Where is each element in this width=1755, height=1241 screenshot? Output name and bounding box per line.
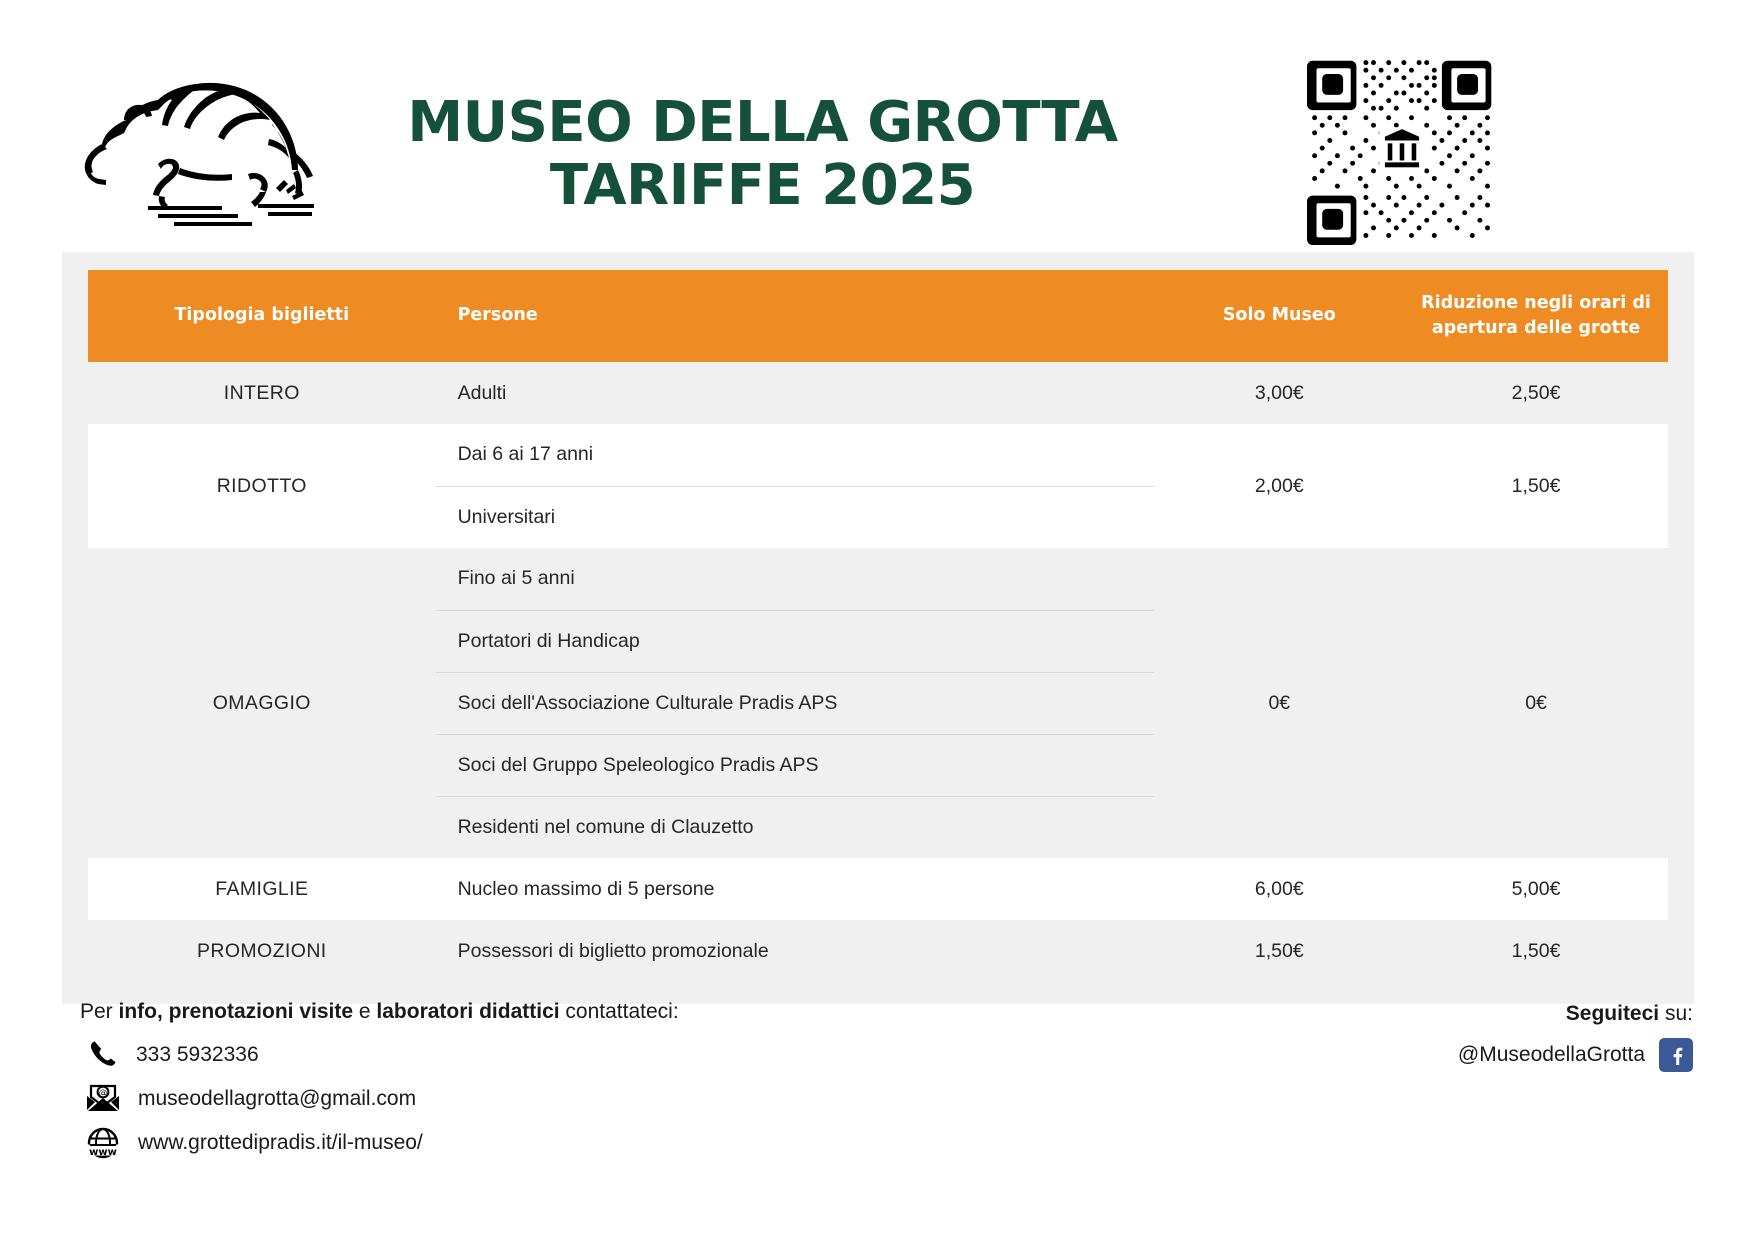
cell-persone: Soci del Gruppo Speleologico Pradis APS	[436, 734, 1155, 796]
tariffs-table	[88, 270, 1668, 982]
cell-tipologia: OMAGGIO	[88, 548, 436, 858]
column-header-riduzione-line1: Riduzione negli orari di	[1421, 292, 1651, 313]
contact-row-phone[interactable]	[80, 1034, 679, 1076]
cell-persone: Nucleo massimo di 5 persone	[436, 858, 1155, 920]
cell-persone: Adulti	[436, 362, 1155, 424]
contact-intro	[80, 1000, 679, 1024]
cell-persone: Soci dell'Associazione Culturale Pradis APS	[436, 672, 1155, 734]
contact-row-email[interactable]	[80, 1078, 679, 1120]
cell-persone: Universitari	[436, 486, 1155, 548]
facebook-icon[interactable]	[1659, 1038, 1693, 1072]
cell-tipologia: RIDOTTO	[88, 424, 436, 548]
cell-tipologia: PROMOZIONI	[88, 920, 436, 982]
table-row	[88, 424, 1668, 486]
cell-riduzione-grotte: 0€	[1404, 548, 1668, 858]
cell-tipologia: FAMIGLIE	[88, 858, 436, 920]
cell-riduzione-grotte: 1,50€	[1404, 424, 1668, 548]
qr-code[interactable]	[1307, 55, 1497, 245]
contact-row-website[interactable]	[80, 1122, 679, 1164]
globe-www-icon	[80, 1127, 126, 1159]
social-handle: @MuseodellaGrotta	[1457, 1043, 1645, 1066]
cell-solo-museo: 2,00€	[1154, 424, 1404, 548]
contact-intro-bold-2: laboratori didattici	[376, 1000, 560, 1023]
table-row	[88, 548, 1668, 610]
table-row	[88, 858, 1668, 920]
phone-icon	[80, 1040, 126, 1070]
title-line-2: TARIFFE 2025	[549, 152, 976, 218]
tariffs-panel	[62, 252, 1694, 1004]
email-address: museodellagrotta@gmail.com	[138, 1087, 417, 1110]
follow-us-label	[1458, 1002, 1693, 1026]
cell-solo-museo: 0€	[1154, 548, 1404, 858]
cell-solo-museo: 3,00€	[1154, 362, 1404, 424]
cell-solo-museo: 6,00€	[1154, 858, 1404, 920]
svg-text:www: www	[89, 1147, 117, 1158]
website-url: www.grottedipradis.it/il-museo/	[138, 1131, 423, 1154]
cell-persone: Fino ai 5 anni	[436, 548, 1155, 610]
contact-intro-mid: e	[353, 1000, 377, 1023]
contact-intro-prefix: Per	[80, 1000, 119, 1023]
cell-solo-museo: 1,50€	[1154, 920, 1404, 982]
cell-riduzione-grotte: 2,50€	[1404, 362, 1668, 424]
table-body	[88, 362, 1668, 982]
phone-number: 333 5932336	[136, 1043, 259, 1066]
email-icon	[80, 1084, 126, 1114]
follow-us-bold: Seguiteci	[1565, 1002, 1660, 1025]
column-header-riduzione-line2: apertura delle grotte	[1431, 318, 1641, 338]
column-header-solo-museo: Solo Museo	[1154, 270, 1404, 362]
cell-tipologia: INTERO	[88, 362, 436, 424]
table-header-row	[88, 270, 1668, 362]
cell-persone: Dai 6 ai 17 anni	[436, 424, 1155, 486]
column-header-tipologia: Tipologia biglietti	[88, 270, 436, 362]
table-row	[88, 920, 1668, 982]
cell-persone: Portatori di Handicap	[436, 610, 1155, 672]
column-header-riduzione	[1404, 270, 1668, 362]
footer	[0, 1000, 1755, 1241]
page-header	[0, 0, 1755, 252]
svg-text:@: @	[98, 1088, 108, 1099]
contact-intro-bold-1: info, prenotazioni visite	[118, 1000, 354, 1023]
cell-riduzione-grotte: 5,00€	[1404, 858, 1668, 920]
table-header	[88, 270, 1668, 362]
column-header-persone: Persone	[436, 270, 1155, 362]
social-handle-row[interactable]	[1458, 1038, 1693, 1072]
cell-persone: Possessori di biglietto promozionale	[436, 920, 1155, 982]
follow-us-suffix: su:	[1659, 1002, 1693, 1025]
contact-intro-suffix: contattateci:	[559, 1000, 679, 1023]
footer-contacts	[80, 1000, 679, 1166]
title-line-1: MUSEO DELLA GROTTA	[407, 90, 1118, 155]
cell-riduzione-grotte: 1,50€	[1404, 920, 1668, 982]
cell-persone: Residenti nel comune di Clauzetto	[436, 796, 1155, 858]
footer-social	[1458, 1002, 1693, 1072]
table-row	[88, 362, 1668, 424]
